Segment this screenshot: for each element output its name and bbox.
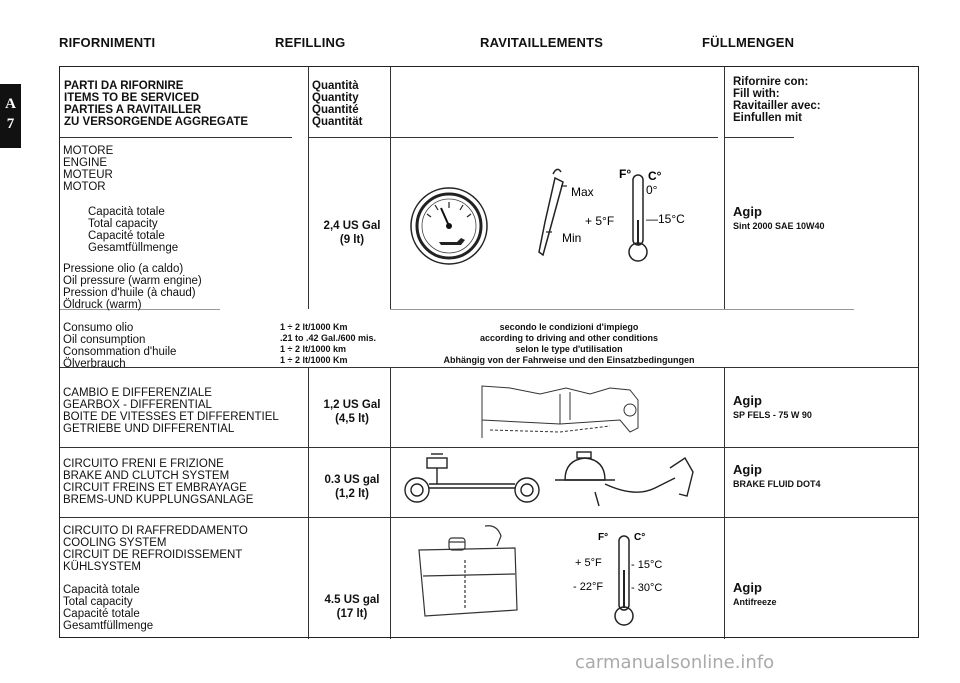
brakes-product [733,462,821,489]
engine-temp-plus5f-label: + 5°F [585,214,615,228]
cooling-temp-minus30c-label: - 30°C [631,582,663,594]
dipstick-min-label: Min [562,231,582,245]
gearbox-icon [482,386,638,438]
engine-temp-c-label: C° [648,169,662,183]
engine-temp-f-label: F° [619,167,632,181]
brakes-product-brand: Agip [733,462,762,477]
cooling-quantity: 4.5 US gal (17 lt) [324,594,380,620]
row-divider-1c [390,137,718,138]
dipstick-max-label: Max [571,185,594,199]
brakes-label: CIRCUITO FRENI E FRIZIONE BRAKE AND CLUTCH SYSTEM CIRCUIT FREINS ET EMBRAYAGE BREMS-UND KUPPLUNGSANLAGE [63,458,254,506]
row-divider-3 [60,367,918,368]
consumption-label: Consumo olio Oil consumption Consommation d'huile Ölverbrauch [63,322,177,370]
cooling-temp-minus22f-label: - 22°F [573,581,604,593]
row-divider-1b [308,137,390,138]
fill-with-header: Rifornire con: Fill with: Ravitailler avec: Einfullen mit [733,76,821,124]
cooling-capacity-label: Capacità totale Total capacity Capacité totale Gesamtfüllmenge [63,584,154,632]
engine-pressure-label: Pressione olio (a caldo) Oil pressure (warm engine) Pression d'huile (à chaud) Öldruck (warm) [63,263,202,311]
oil-pressure-gauge-icon [411,188,487,264]
cooling-label: CIRCUITO DI RAFFREDDAMENTO COOLING SYSTEM CIRCUIT DE REFROIDISSEMENT KÜHLSYSTEM [63,525,248,573]
header-german: FÜLLMENGEN [702,35,795,50]
quantity-header: Quantità Quantity Quantité Quantität [312,80,363,128]
engine-product [733,204,825,231]
row-divider-5 [60,517,918,518]
section-tab-letter: A [5,96,16,112]
coolant-thermometer-icon [615,536,633,625]
row-divider-2c [724,309,854,310]
engine-label: MOTORE ENGINE MOTEUR MOTOR [63,145,114,193]
cooling-temp-minus15c-label: - 15°C [631,559,663,571]
cooling-temp-c-label: C° [634,532,646,543]
brake-system-icon [405,452,693,506]
gearbox-label: CAMBIO E DIFFERENZIALE GEARBOX - DIFFERENTIAL BOITE DE VITESSES ET DIFFERENTIEL GETRIEBE UND DIFFERENTIAL [63,387,279,435]
gearbox-product-brand: Agip [733,393,762,408]
gearbox-product-spec: SP FELS - 75 W 90 [733,410,812,420]
brakes-quantity: 0.3 US gal (1,2 lt) [324,474,380,500]
section-tab [0,84,21,148]
cooling-product-brand: Agip [733,580,762,595]
thermometer-icon [629,175,647,261]
cooling-temp-f-label: F° [598,532,609,543]
row-divider-1a [60,137,292,138]
gearbox-quantity: 1,2 US Gal (4,5 lt) [323,399,381,425]
col-divider-image [390,67,391,309]
engine-product-brand: Agip [733,204,762,219]
brake-system-illustration [395,448,720,512]
consumption-values: 1 ÷ 2 lt/1000 Km .21 to .42 Gal./600 mis. 1 ÷ 2 lt/1000 km 1 ÷ 2 lt/1000 Km [280,322,377,365]
engine-temp-zero-label: 0° [646,183,658,197]
cooling-temp-plus5f-label: + 5°F [575,557,602,569]
cooling-product-spec: Antifreeze [733,597,777,607]
col-divider-qty [308,67,309,309]
brakes-product-spec: BRAKE FLUID DOT4 [733,479,821,489]
header-french: RAVITAILLEMENTS [480,35,604,50]
gearbox-illustration [470,380,650,442]
header-italian: RIFORNIMENTI [59,35,156,50]
gearbox-product [733,393,812,420]
row-divider-2b [390,309,724,310]
engine-quantity: 2,4 US Gal (9 lt) [323,220,381,246]
engine-illustration [395,160,725,275]
engine-temp-minus15c-label: —15°C [646,212,685,226]
section-tab-number: 7 [6,116,15,132]
cooling-product [733,580,777,607]
engine-capacity-label: Capacità totale Total capacity Capacité totale Gesamtfüllmenge [88,206,179,254]
parts-header: PARTI DA RIFORNIRE ITEMS TO BE SERVICED PARTIES A RAVITAILLER ZU VERSORGENDE AGGREGATE [64,80,249,128]
consumption-conditions: secondo le condizioni d'impiego according to driving and other conditions selon le type d'utilisation Abhängig von der Fahrweise und den Einsatzbedingungen [443,322,695,365]
header-english: REFILLING [275,35,346,50]
engine-product-spec: Sint 2000 SAE 10W40 [733,221,825,231]
row-divider-1d [724,137,794,138]
cooling-illustration [405,520,705,635]
coolant-reservoir-icon [419,526,517,616]
watermark: carmanualsonline.info [575,652,775,673]
col-divider-product-2 [724,367,725,639]
